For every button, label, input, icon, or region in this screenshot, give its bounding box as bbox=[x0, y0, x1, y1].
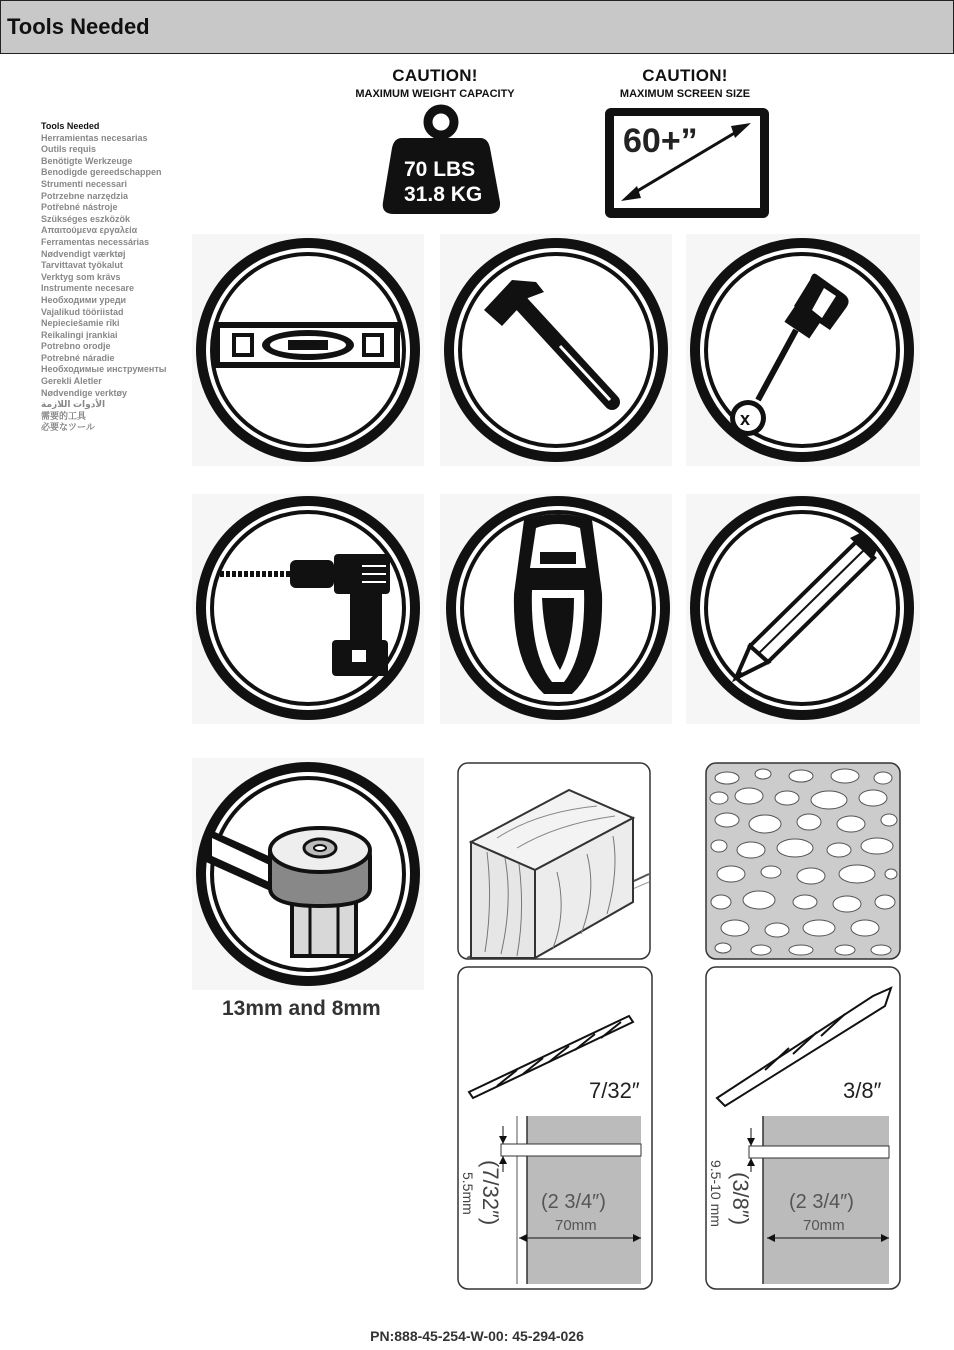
page-header bbox=[0, 0, 954, 54]
stud-finder-icon bbox=[440, 494, 672, 724]
lang-item: Potrebné náradie bbox=[41, 352, 115, 363]
screwdriver-icon bbox=[686, 234, 920, 466]
caution-weight bbox=[340, 66, 530, 100]
hammer-icon bbox=[440, 234, 672, 466]
lang-item: Nepieciešamie rīki bbox=[41, 318, 120, 329]
lang-item: الأدوات اللازمة bbox=[41, 399, 106, 410]
lang-item: Απαιτούμενα εργαλεία bbox=[41, 225, 138, 236]
lang-item: Verktyg som krävs bbox=[41, 271, 121, 282]
screen-size-icon bbox=[603, 106, 771, 220]
caution-screen-subtitle: MAXIMUM SCREEN SIZE bbox=[619, 88, 751, 100]
weight-icon bbox=[380, 104, 502, 216]
lang-item: Reikalingi įrankiai bbox=[41, 329, 118, 340]
lang-item: Tarvittavat työkalut bbox=[41, 260, 123, 271]
screen-size-value: 60+” bbox=[623, 122, 698, 160]
lang-item: Benötigte Werkzeuge bbox=[41, 155, 133, 166]
caution-screen bbox=[590, 66, 780, 100]
masonry-bit-size: 3/8″ bbox=[843, 1078, 882, 1103]
drill-icon bbox=[192, 494, 424, 724]
lang-item: Benodigde gereedschappen bbox=[41, 167, 162, 178]
wood-depth-mm: 70mm bbox=[555, 1217, 597, 1234]
wood-stud-illustration bbox=[457, 762, 651, 960]
level-icon bbox=[192, 234, 424, 466]
masonry-hole-mm: 9.5-10 mm bbox=[708, 1160, 724, 1227]
lang-item: 必要なツール bbox=[41, 422, 95, 433]
masonry-hole-in: (3/8″) bbox=[728, 1172, 753, 1226]
wood-depth-in: (2 3/4″) bbox=[541, 1191, 606, 1213]
lang-item: Необходимые инструменты bbox=[41, 364, 167, 375]
masonry-depth-in: (2 3/4″) bbox=[789, 1191, 854, 1213]
lang-item: Instrumente necesare bbox=[41, 283, 135, 294]
lang-item: Szükséges eszközök bbox=[41, 213, 131, 224]
lang-item: Необходими уреди bbox=[41, 294, 127, 305]
lang-item: Strumenti necessari bbox=[41, 178, 128, 189]
concrete-illustration bbox=[705, 762, 901, 960]
part-number: PN:888-45-254-W-00: 45-294-026 bbox=[370, 1328, 584, 1344]
lang-item: Ferramentas necessárias bbox=[41, 236, 150, 247]
pencil-icon bbox=[686, 494, 920, 724]
wood-drill-bit-panel bbox=[457, 966, 653, 1292]
masonry-drill-bit-panel bbox=[705, 966, 901, 1292]
lang-item: Potrzebne narzędzia bbox=[41, 190, 129, 201]
lang-item: Nødvendigt værktøj bbox=[41, 248, 126, 259]
svg-text:x: x bbox=[740, 409, 751, 429]
wood-hole-mm: 5.5mm bbox=[460, 1172, 476, 1215]
wood-hole-in: (7/32″) bbox=[478, 1160, 503, 1226]
lang-item: Vajalikud tööriistad bbox=[41, 306, 124, 317]
lang-item: Outils requis bbox=[41, 144, 97, 155]
wood-bit-size: 7/32″ bbox=[589, 1078, 640, 1103]
page-title: Tools Needed bbox=[7, 14, 150, 39]
caution-screen-title: CAUTION! bbox=[642, 66, 728, 85]
lang-item: 需要的工具 bbox=[41, 410, 87, 421]
lang-item: Nødvendige verktøy bbox=[41, 387, 128, 398]
tools-needed-translations bbox=[41, 121, 166, 434]
socket-wrench-icon bbox=[192, 758, 424, 990]
wrench-size-label: 13mm and 8mm bbox=[222, 997, 381, 1020]
lang-item: Potrebno orodje bbox=[41, 341, 111, 352]
lang-item: Herramientas necesarias bbox=[41, 132, 148, 143]
weight-lbs: 70 LBS bbox=[404, 158, 476, 181]
masonry-depth-mm: 70mm bbox=[803, 1217, 845, 1234]
weight-kg: 31.8 KG bbox=[404, 183, 483, 206]
lang-item: Potřebné nástroje bbox=[41, 202, 118, 213]
caution-weight-subtitle: MAXIMUM WEIGHT CAPACITY bbox=[355, 88, 515, 100]
caution-weight-title: CAUTION! bbox=[392, 66, 478, 85]
lang-item: Tools Needed bbox=[41, 121, 100, 131]
lang-item: Gerekli Aletler bbox=[41, 376, 102, 387]
